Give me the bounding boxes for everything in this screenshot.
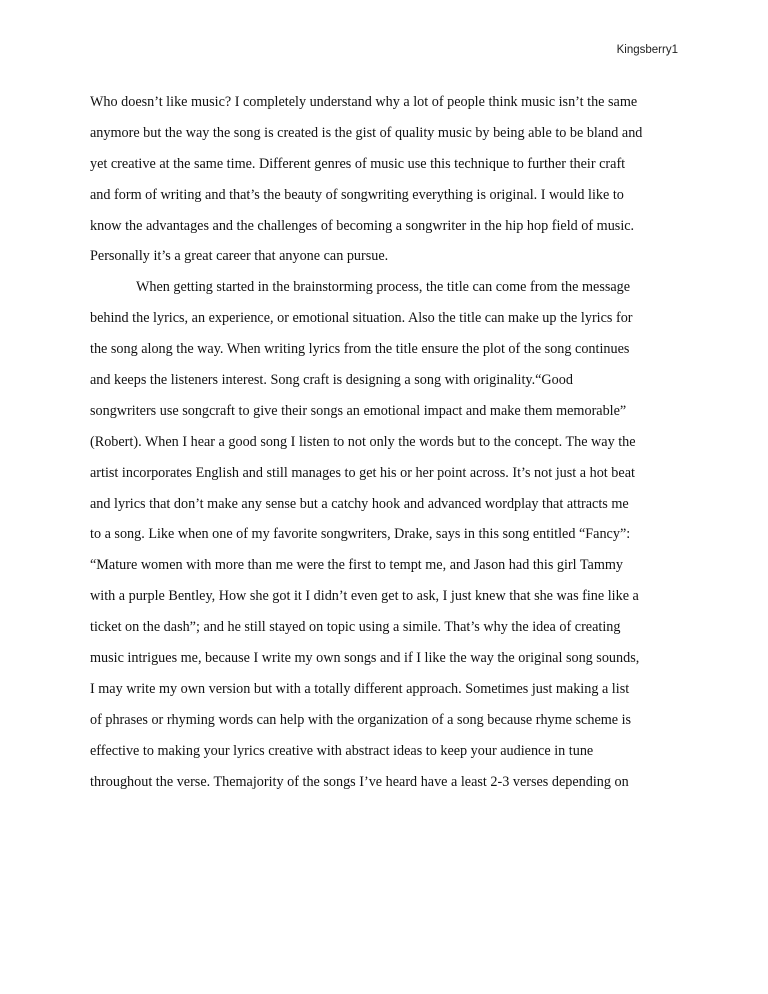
text-line: (Robert). When I hear a good song I listen to not only the words but to the concept. The way the (90, 433, 636, 450)
text-line: Who doesn’t like music? I completely understand why a lot of people think music isn’t the same (90, 94, 638, 110)
text-line: effective to making your lyrics creative with abstract ideas to keep your audience in tune (90, 742, 594, 759)
body-text (90, 87, 680, 797)
text-line: ticket on the dash”; and he still stayed on topic using a simile. That’s why the idea of creating (90, 619, 621, 636)
text-line: “Mature women with more than me were the first to tempt me, and Jason had this girl Tammy (90, 557, 624, 574)
text-line: and lyrics that don’t make any sense but a catchy hook and advanced wordplay that attracts me (90, 495, 629, 512)
paragraph-1 (90, 87, 680, 272)
text-line: of phrases or rhyming words can help with the organization of a song because rhyme scheme is (90, 711, 632, 728)
text-line: and form of writing and that’s the beauty of songwriting everything is original. I would like to (90, 186, 624, 203)
text-line: throughout the verse. Themajority of the songs I’ve heard have a least 2-3 verses depending on (90, 773, 629, 790)
text-line: the song along the way. When writing lyrics from the title ensure the plot of the song continues (90, 341, 630, 358)
text-line: know the advantages and the challenges of becoming a songwriter in the hip hop field of music. (90, 217, 635, 234)
text-line: artist incorporates English and still manages to get his or her point across. It’s not just a hot beat (90, 464, 635, 481)
text-line: anymore but the way the song is created is the gist of quality music by being able to be bland and (90, 124, 643, 141)
paragraph-2 (90, 272, 680, 797)
text-line: Personally it’s a great career that anyone can pursue. (90, 248, 389, 265)
text-line: with a purple Bentley, How she got it I didn’t even get to ask, I just knew that she was fine like a (90, 588, 639, 605)
text-line: yet creative at the same time. Different genres of music use this technique to further their craft (90, 155, 626, 172)
text-line: and keeps the listeners interest. Song craft is designing a song with originality.“Good (90, 372, 573, 389)
text-line: behind the lyrics, an experience, or emotional situation. Also the title can make up the lyrics for (90, 310, 633, 327)
text-line: music intrigues me, because I write my own songs and if I like the way the original song sounds, (90, 650, 640, 667)
text-line: I may write my own version but with a totally different approach. Sometimes just making a list (90, 680, 630, 697)
running-head: Kingsberry1 (616, 44, 678, 56)
text-line-indented: When getting started in the brainstorming process, the title can come from the message (136, 279, 631, 296)
text-line: to a song. Like when one of my favorite songwriters, Drake, says in this song entitled “Fancy”: (90, 526, 631, 543)
text-line: songwriters use songcraft to give their songs an emotional impact and make them memorable” (90, 402, 627, 419)
